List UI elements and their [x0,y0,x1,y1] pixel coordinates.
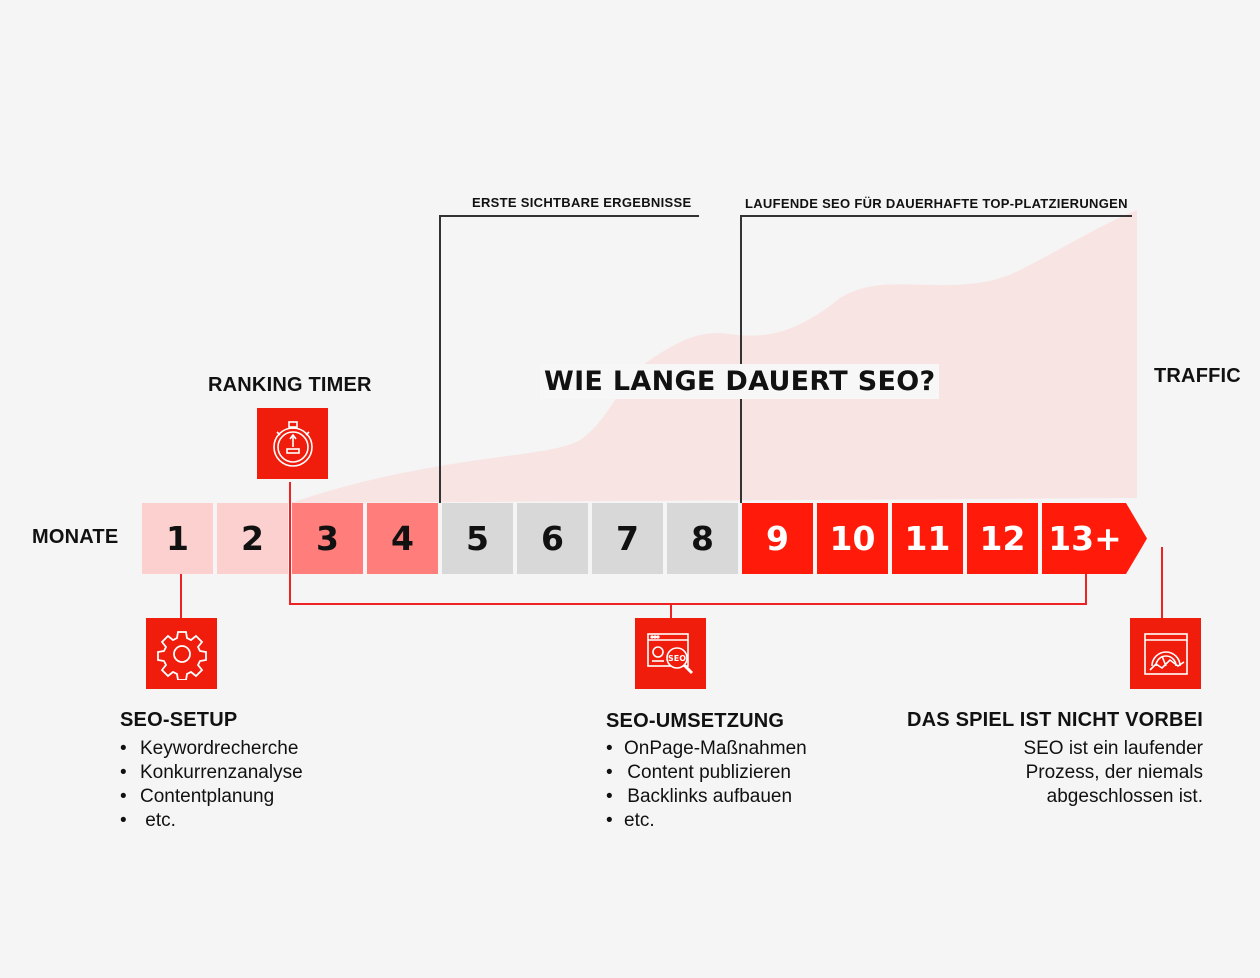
gear-icon [146,618,217,689]
ongoing-text-line: SEO ist ein laufender [1023,738,1203,759]
list-item: • Content publizieren [606,761,807,785]
implementation-connector [670,604,672,618]
list-item: • OnPage-Maßnahmen [606,737,807,761]
ongoing-marker-vertical [740,216,742,503]
month-4: 4 [367,503,438,574]
first-results-marker-horizontal [439,215,699,217]
list-item: • Contentplanung [120,785,303,809]
traffic-label: TRAFFIC [1154,365,1241,387]
list-item: • Keywordrecherche [120,737,303,761]
month-2: 2 [217,503,288,574]
list-item: • Konkurrenzanalyse [120,761,303,785]
month-6: 6 [517,503,588,574]
implementation-list [606,737,807,833]
ongoing-heading: DAS SPIEL IST NICHT VORBEI [907,709,1203,731]
list-item: • Backlinks aufbauen [606,785,807,809]
month-7: 7 [592,503,663,574]
list-item: • etc. [606,809,807,833]
ongoing-text [1023,737,1203,809]
ongoing-connector [1161,547,1163,618]
ongoing-text-line: Prozess, der niemals [1025,762,1203,783]
month-10: 10 [817,503,888,574]
month-5: 5 [442,503,513,574]
month-13-plus: 13+ [1048,519,1122,558]
ongoing-marker-horizontal [740,215,1132,217]
ongoing-seo-label: LAUFENDE SEO FÜR DAUERHAFTE TOP-PLATZIERUNGEN [745,196,1128,211]
page-title: WIE LANGE DAUERT SEO? [540,364,939,399]
timer-connector-vertical [289,482,291,604]
first-results-marker-vertical [439,216,441,503]
first-results-label: ERSTE SICHTBARE ERGEBNISSE [472,195,692,210]
setup-heading: SEO-SETUP [120,709,238,731]
stopwatch-icon [257,408,328,479]
month-11: 11 [892,503,963,574]
month-12: 12 [967,503,1038,574]
dashboard-gauge-icon [1130,618,1201,689]
implementation-bracket-horizontal [289,603,1087,605]
svg-text:SEO: SEO [667,653,686,663]
ranking-timer-label: RANKING TIMER [208,374,372,396]
list-item: • etc. [120,809,303,833]
months-label: MONATE [32,526,119,548]
month-1: 1 [142,503,213,574]
setup-connector [180,574,182,618]
month-3: 3 [292,503,363,574]
seo-browser-icon [635,618,706,689]
implementation-bracket-right [1085,574,1087,605]
setup-list [120,737,303,833]
month-9: 9 [742,503,813,574]
ongoing-text-line: abgeschlossen ist. [1046,786,1203,807]
implementation-heading: SEO-UMSETZUNG [606,710,785,732]
month-8: 8 [667,503,738,574]
